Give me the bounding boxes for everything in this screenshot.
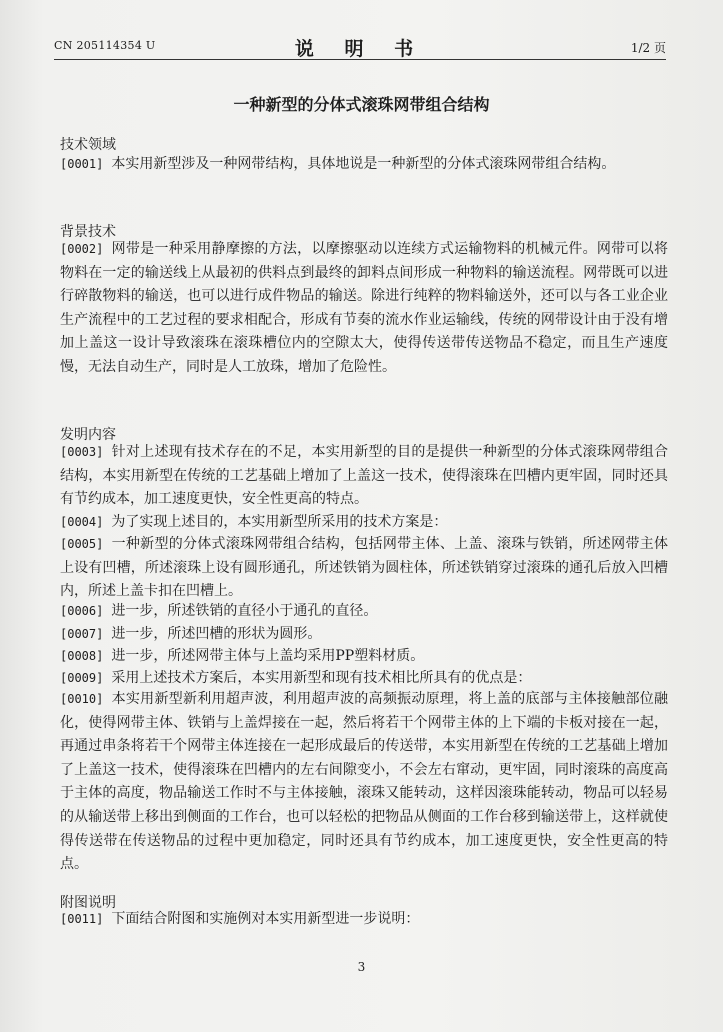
paragraph-0007	[60, 623, 668, 647]
patent-number: CN 205114354 U	[54, 39, 156, 52]
header-page-indicator: 1/2 页	[630, 41, 666, 55]
paragraph-text: 一种新型的分体式滚珠网带组合结构，包括网带主体、上盖、滚珠与铁销，所述网带主体上设有凹槽，所述滚珠上设有圆形通孔，所述铁销为圆柱体，所述铁销穿过滚珠的通孔后放入凹槽内，所述上盖卡扣在凹槽上。	[60, 536, 668, 600]
paragraph-id: [0011]	[60, 912, 104, 926]
section-heading-summary: 发明内容	[60, 427, 116, 443]
paragraph-text: 采用上述技术方案后，本实用新型和现有技术相比所具有的优点是：	[111, 670, 532, 686]
section-heading-drawings: 附图说明	[60, 895, 116, 911]
paragraph-id: [0009]	[60, 671, 104, 685]
paragraph-text: 网带是一种采用静摩擦的方法，以摩擦驱动以连续方式运输物料的机械元件。网带可以将物料在一定的输送线上从最初的供料点到最终的卸料点间形成一种物料的输送流程。网带既可以进行碎散物料的输送，也可以进行成件物品的输送。除进行纯粹的物料输送外，还可以与各工业企业生产流程中的工艺过程的要求相配合，形成有节奏的流水作业运输线，传统的网带设计由于没有增加上盖这一设计导致滚珠在滚珠槽位内的空隙太大，使得传送带传送物品不稳定，而且生产速度慢，无法自动生产，同时是人工放珠，增加了危险性。	[60, 241, 668, 375]
paragraph-id: [0001]	[60, 157, 104, 171]
page-number: 3	[357, 960, 366, 974]
paragraph-0005	[60, 533, 668, 604]
paragraph-0010	[60, 688, 668, 877]
paragraph-id: [0005]	[60, 537, 104, 551]
document-title: 一种新型的分体式滚珠网带组合结构	[233, 95, 490, 114]
paragraph-text: 进一步，所述铁销的直径小于通孔的直径。	[111, 603, 378, 619]
paragraph-0008	[60, 645, 668, 669]
paragraph-0002	[60, 238, 668, 380]
paragraph-0006	[60, 600, 668, 624]
section-heading-tech-field: 技术领域	[60, 137, 116, 153]
paragraph-id: [0002]	[60, 242, 104, 256]
paragraph-0001	[60, 153, 668, 177]
section-heading-background: 背景技术	[60, 224, 116, 240]
paragraph-text: 本实用新型新利用超声波，利用超声波的高频振动原理，将上盖的底部与主体接触部位融化，使得网带主体、铁销与上盖焊接在一起，然后将若干个网带主体的上下端的卡板对接在一起，再通过串条将若干个网带主体连接在一起形成最后的传送带，本实用新型在传统的工艺基础上增加了上盖这一技术，使得滚珠在凹槽内的左右间隙变小，不会左右窜动，更牢固，同时滚珠的高度高于主体的高度，物品输送工作时不与主体接触，滚珠又能转动，这样因滚珠能转动，物品可以轻易的从输送带上移出到侧面的工作台，也可以轻松的把物品从侧面的工作台移到输送带上，这样就使得传送带在传送物品的过程中更加稳定，同时还具有节约成本，加工速度更快，安全性更高的特点。	[60, 691, 668, 873]
paragraph-id: [0004]	[60, 515, 104, 529]
paragraph-0011	[60, 908, 668, 932]
paragraph-text: 针对上述现有技术存在的不足，本实用新型的目的是提供一种新型的分体式滚珠网带组合结构，本实用新型在传统的工艺基础上增加了上盖这一技术，使得滚珠在凹槽内更牢固，同时还具有节约成本，加工速度更快，安全性更高的特点。	[60, 444, 668, 508]
paragraph-id: [0008]	[60, 649, 104, 663]
paragraph-id: [0010]	[60, 692, 104, 706]
paragraph-id: [0003]	[60, 445, 104, 459]
header-rule	[54, 59, 666, 60]
paragraph-text: 下面结合附图和实施例对本实用新型进一步说明：	[111, 911, 420, 927]
paragraph-text: 为了实现上述目的，本实用新型所采用的技术方案是：	[111, 514, 448, 530]
paragraph-text: 进一步，所述凹槽的形状为圆形。	[111, 626, 322, 642]
paragraph-id: [0006]	[60, 604, 104, 618]
paragraph-id: [0007]	[60, 627, 104, 641]
page-header	[54, 36, 666, 58]
paragraph-0004	[60, 511, 668, 535]
paragraph-text: 本实用新型涉及一种网带结构，具体地说是一种新型的分体式滚珠网带组合结构。	[111, 156, 616, 172]
paragraph-0003	[60, 441, 668, 512]
paragraph-text: 进一步，所述网带主体与上盖均采用PP塑料材质。	[111, 648, 425, 664]
header-title: 说 明 书	[294, 38, 426, 60]
